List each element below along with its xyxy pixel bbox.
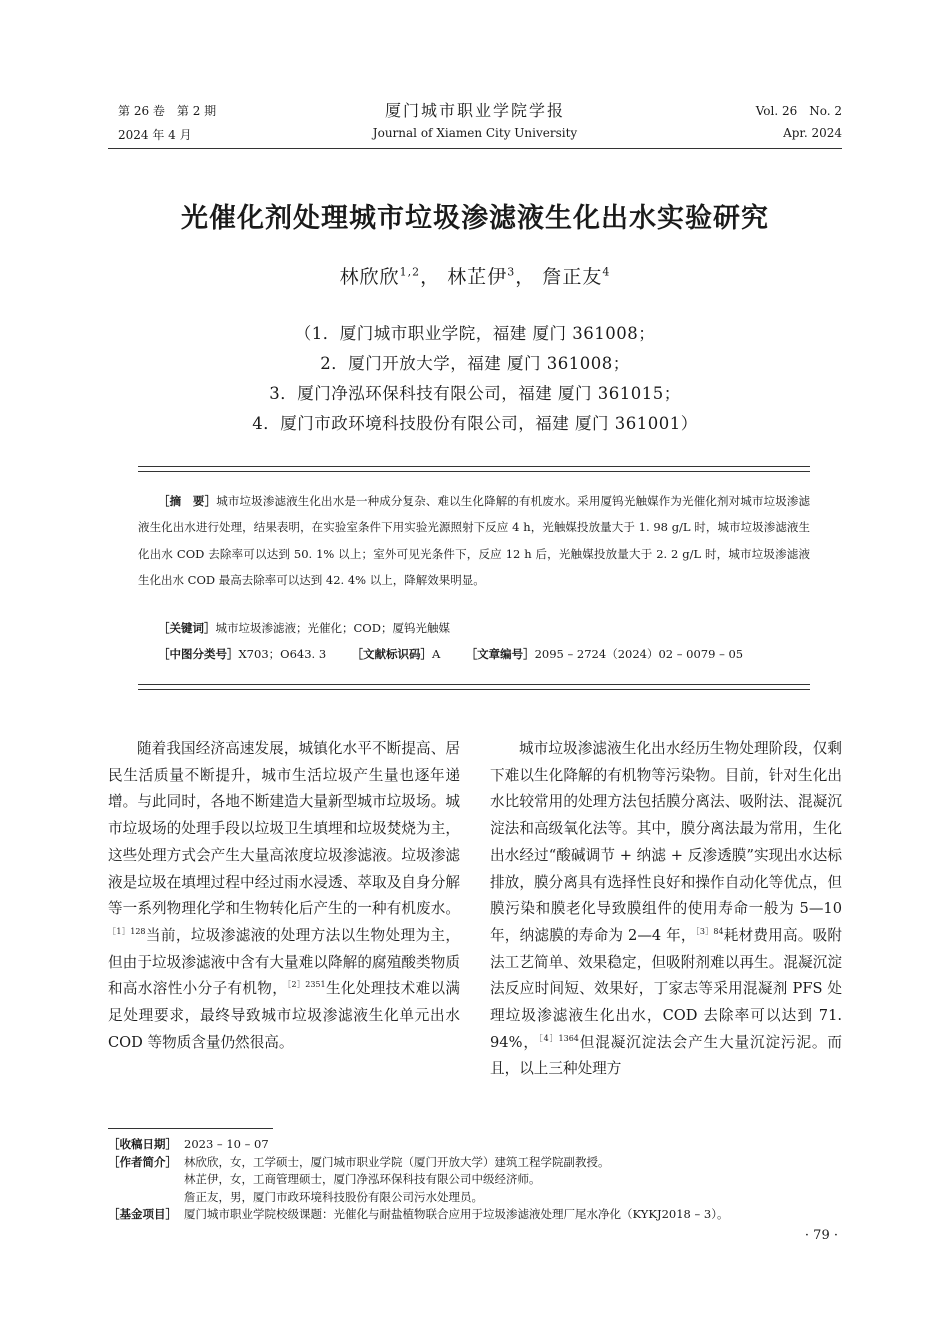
abstract-rule-bottom (138, 684, 810, 685)
doc-code-label: ［文献标识码］ (351, 647, 432, 661)
author-list (0, 262, 950, 289)
author: 林芷伊$^3$， (447, 265, 536, 288)
header-date-en: Apr. 2024 (783, 126, 842, 140)
citation: ［3］84 (695, 926, 724, 936)
footnotes (108, 1136, 848, 1224)
journal-title: 厦门城市职业学院学报 (384, 101, 565, 120)
body-column-right (490, 736, 842, 1083)
keywords-text: 城市垃圾渗滤液；光催化；COD；厦钨光触媒 (215, 621, 450, 635)
clc-label: ［中图分类号］ (158, 647, 239, 661)
article-title: 光催化剂处理城市垃圾渗滤液生化出水实验研究 (181, 203, 769, 234)
clc-value: X703；O643. 3 (238, 647, 327, 661)
classification (158, 646, 810, 662)
page-number: · 79 · (804, 1228, 838, 1243)
keywords-label: ［关键词］ (158, 621, 216, 635)
doc-code-value: A (431, 647, 441, 661)
affiliation: （1．厦门城市职业学院，福建 厦门 361008； (294, 324, 656, 343)
paragraph: 城市垃圾渗滤液生化出水经历生物处理阶段，仅剩下难以生化降解的有机物等污染物。目前，针对生化出水比较常用的处理方法包括膜分离法、吸附法、混凝沉淀法和高级氧化法等。其中，膜分离法最为常用，生化出水经过“酸碱调节 + 纳滤 + 反渗透膜”实现出水达标排放，膜分离具有选择性良好和操作自动化等优点，但膜污染和膜老化导致膜组件的使用寿命一般为 5—10 年，纳滤膜的寿命为 2—4 年，$^{[3]84}$耗材费用高。吸附法工艺简单、效果稳定，但吸附剂难以再生。混凝沉淀法反应时间短、效果好，丁家志等采用混凝剂 PFS 处理垃圾渗滤液生化出水，COD 去除率可以达到 71. 94%，$^{[4]1364}$但混凝沉淀法会产生大量沉淀污泥。而且，以上三种处理方 (490, 740, 842, 1078)
citation: ［1］128 (108, 926, 146, 936)
author-bio: 詹正友，男，厦门市政环境科技股份有限公司污水处理员。 (184, 1189, 483, 1204)
author-bio: 林芷伊，女，工商管理硕士，厦门净泓环保科技有限公司中级经济师。 (184, 1172, 541, 1186)
author: 詹正友$^4$ (542, 265, 611, 288)
citation: ［4］1364 (538, 1033, 579, 1043)
abstract (138, 488, 810, 594)
fund-project: ［基金项目］ 厦门城市职业学院校级课题：光催化与耐盐植物联合应用于垃圾渗滤液处理厂尾水净化（KYKJ2018 – 3）。 (108, 1207, 729, 1221)
affiliation: 2．厦门开放大学，福建 厦门 361008； (320, 354, 630, 373)
journal-title-en: Journal of Xiamen City University (372, 126, 578, 140)
citation: ［2］2351 (287, 980, 326, 990)
article-number-value: 2095 – 2724（2024）02 – 0079 – 05 (534, 647, 744, 661)
body-column-left (108, 736, 460, 1056)
abstract-text: 城市垃圾渗滤液生化出水是一种成分复杂、难以生化降解的有机废水。采用厦钨光触媒作为光催化剂对城市垃圾渗滤液生化出水进行处理，结果表明，在实验室条件下用实验光源照射下反应 4 h，光触媒投放量大于 1. 98 g/L 时，城市垃圾渗滤液生化出水 COD 去除率可以达到 50. 1% 以上；室外可见光条件下，反应 12 h 后，光触媒投放量大于 2. 2 g/L 时，城市垃圾渗滤液生化出水 COD 最高去除率可以达到 42. 4% 以上，降解效果明显。 (138, 494, 811, 588)
header-volume-en: Vol. 26 No. 2 (755, 104, 842, 118)
footnote-rule (108, 1128, 273, 1129)
article-number-label: ［文章编号］ (465, 647, 535, 661)
abstract-rule-bottom-2 (138, 689, 810, 690)
paragraph: 随着我国经济高速发展，城镇化水平不断提高、居民生活质量不断提升，城市生活垃圾产生量也逐年递增。与此同时，各地不断建造大量新型城市垃圾场。城市垃圾场的处理手段以垃圾卫生填埋和垃圾焚烧为主，这些处理方式会产生大量高浓度垃圾渗滤液。垃圾渗滤液是垃圾在填埋过程中经过雨水浸透、萃取及自身分解等一系列物理化学和生物转化后产生的一种有机废水。$^{[1]128}$当前，垃圾渗滤液的处理方法以生物处理为主，但由于垃圾渗滤液中含有大量难以降解的腐殖酸类物质和高水溶性小分子有机物，$^{[2]2351}$生化处理技术难以满足处理要求，最终导致城市垃圾渗滤液生化单元出水 COD 等物质含量仍然很高。 (108, 740, 460, 1051)
header-date: 2024 年 4 月 (118, 128, 192, 142)
header-rule (108, 148, 842, 149)
keywords (158, 620, 810, 636)
abstract-rule-top-2 (138, 471, 810, 472)
abstract-label: ［摘 要］ (158, 494, 217, 508)
header-volume: 第 26 卷 第 2 期 (118, 104, 217, 118)
received-date: ［收稿日期］ 2023 – 10 – 07 (108, 1137, 269, 1151)
affiliation: 4．厦门市政环境科技股份有限公司，福建 厦门 361001） (252, 414, 698, 433)
affiliation: 3．厦门净泓环保科技有限公司，福建 厦门 361015； (269, 384, 681, 403)
author-bio: ［作者简介］ 林欣欣，女，工学硕士，厦门城市职业学院（厦门开放大学）建筑工程学院副教授。 (108, 1154, 610, 1169)
abstract-rule-top (138, 466, 810, 467)
author: 林欣欣$^{1,2}$， (339, 265, 441, 288)
